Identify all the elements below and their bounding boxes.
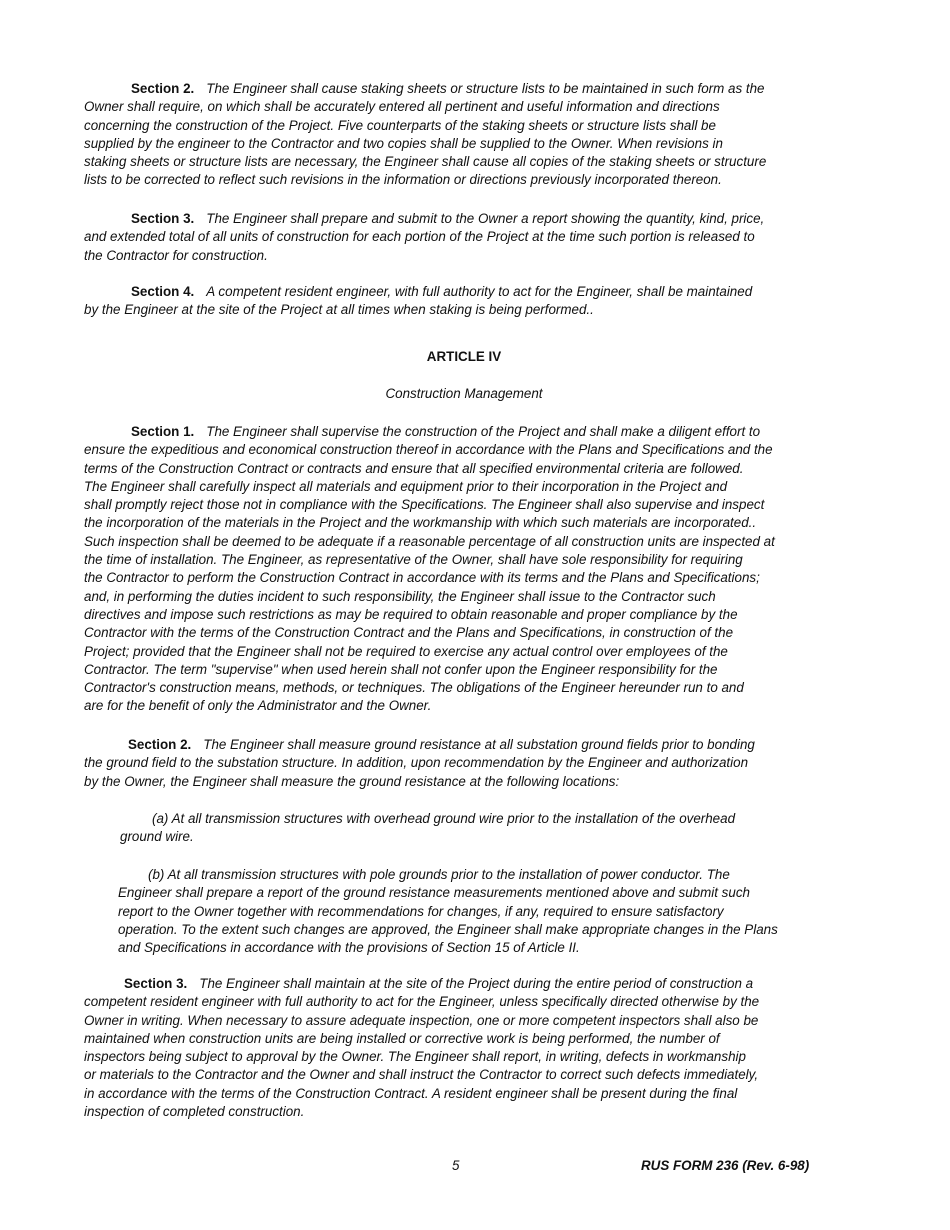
article-title: ARTICLE IV: [426, 349, 502, 364]
article3-section-2: [84, 80, 809, 190]
section-label: Section 4.: [131, 284, 195, 299]
page-number: 5: [452, 1158, 460, 1173]
article4-section-1: [84, 423, 809, 716]
subitem-b: (b) At all transmission structures with pole grounds prior to the installation of power conductor. The Engineer shall prepare a report of the ground resistance measurements mentioned above and submit such report to the Owner together with recommendations for changes, if any, required to ensure satisfactory operation. To the extent such changes are approved, the Engineer shall make appropriate changes in the Plans and Specifications in accordance with the provisions of Section 15 of Article II.: [118, 867, 778, 956]
form-identifier: RUS FORM 236 (Rev. 6-98): [641, 1158, 810, 1173]
section-text: The Engineer shall measure ground resistance at all substation ground fields prior to bonding the ground field to the substation structure. In addition, upon recommendation by the Engineer and authorization by the Owner, the Engineer shall measure the ground resistance at the following locations:: [84, 737, 755, 789]
section-label: Section 3.: [124, 976, 188, 991]
section-text: The Engineer shall prepare and submit to the Owner a report showing the quantity, kind, price, and extended total of all units of construction for each portion of the Project at the time such portion is released to the Contractor for construction.: [84, 211, 765, 263]
article-subtitle: Construction Management: [385, 386, 543, 401]
section-label: Section 3.: [131, 211, 195, 226]
article4-section-2: [84, 736, 809, 791]
article4-section-3: [84, 975, 809, 1121]
article3-section-4: [84, 283, 809, 320]
section-label: Section 2.: [128, 737, 192, 752]
section-text: A competent resident engineer, with full authority to act for the Engineer, shall be maintained by the Engineer at the site of the Project at all times when staking is being performed..: [84, 284, 753, 318]
section-label: Section 1.: [131, 424, 195, 439]
section-label: Section 2.: [131, 81, 195, 96]
subitem-a: (a) At all transmission structures with overhead ground wire prior to the installation of the overhead ground wire.: [120, 811, 736, 845]
article3-section-3: [84, 210, 809, 265]
section-text: The Engineer shall maintain at the site of the Project during the entire period of construction a competent resident engineer with full authority to act for the Engineer, unless specifically directed otherwise by the Owner in writing. When necessary to assure adequate inspection, one or more competent inspectors shall also be maintained when construction units are being installed or corrective work is being performed, the number of inspectors being subject to approval by the Owner. The Engineer shall report, in writing, defects in workmanship or materials to the Contractor and the Owner and shall instruct the Contractor to correct such defects immediately, in accordance with the terms of the Construction Contract. A resident engineer shall be present during the final inspection of completed construction.: [84, 976, 760, 1120]
section-text: The Engineer shall cause staking sheets or structure lists to be maintained in such form as the Owner shall require, on which shall be accurately entered all pertinent and useful information and directions concerning the construction of the Project. Five counterparts of the staking sheets or structure lists shall be supplied by the engineer to the Contractor and two copies shall be supplied to the Owner. When revisions in staking sheets or structure lists are necessary, the Engineer shall cause all copies of the staking sheets or structure lists to be corrected to reflect such revisions in the information or directions previously incorporated thereon.: [84, 81, 767, 188]
section-text: The Engineer shall supervise the construction of the Project and shall make a diligent effort to ensure the expeditious and economical construction thereof in accordance with the Plans and Specifications and the terms of the Construction Contract or contracts and ensure that all specified environmental criteria are followed. The Engineer shall carefully inspect all materials and equipment prior to their incorporation in the Project and shall promptly reject those not in compliance with the Specifications. The Engineer shall also supervise and inspect the incorporation of the materials in the Project and the workmanship with which such materials are incorporated.. Such inspection shall be deemed to be adequate if a reasonable percentage of all construction units are inspected at the time of installation. The Engineer, as representative of the Owner, shall have sole responsibility for requiring the Contractor to perform the Construction Contract in accordance with its terms and the Plans and Specifications; and, in performing the duties incident to such responsibility, the Engineer shall issue to the Contractor such directives and impose such restrictions as may be required to obtain reasonable and proper compliance by the Contractor with the terms of the Construction Contract and the Plans and Specifications, in construction of the Project; provided that the Engineer shall not be required to exercise any actual control over employees of the Contractor. The term "supervise" when used herein shall not confer upon the Engineer responsibility for the Contractor's construction means, methods, or techniques. The obligations of the Engineer hereunder run to and are for the benefit of only the Administrator and the Owner.: [84, 424, 775, 714]
